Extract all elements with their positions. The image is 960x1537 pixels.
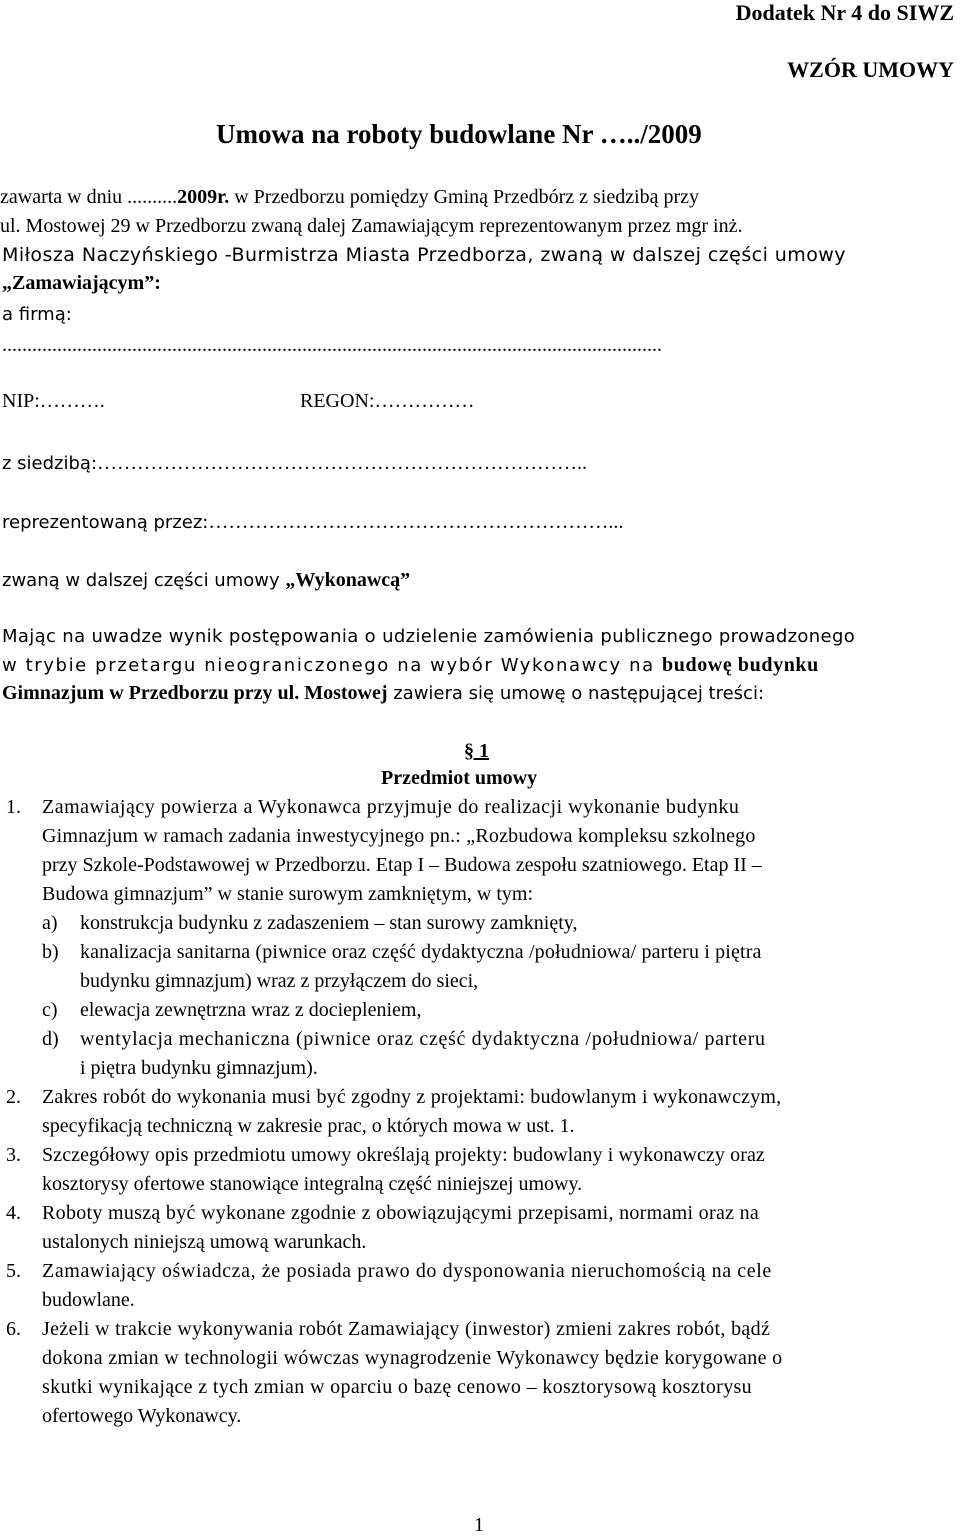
intro-line-2: ul. Mostowej 29 w Przedborzu zwaną dalej Zamawiającym reprezentowanym przez mgr inż.	[0, 215, 743, 237]
representative-label: reprezentowaną przez:	[2, 512, 209, 533]
page-number: 1	[474, 1514, 484, 1536]
intro-date: zawarta w dniu ..........	[0, 186, 178, 208]
subitem-letter: a)	[42, 912, 58, 934]
item-number: 4.	[6, 1202, 21, 1224]
contractor-called-row	[2, 569, 410, 592]
subitem-line: budynku gimnazjum) wraz z przyłączem do sieci,	[80, 970, 479, 992]
seat-label: z siedzibą:	[2, 453, 98, 474]
regon-value: ……………	[374, 390, 475, 412]
nip-value: ……….	[39, 390, 105, 412]
item-line: ustalonych niniejszą umową warunkach.	[42, 1231, 367, 1253]
item-line: kosztorysy ofertowe stanowiące integralną część niniejszej umowy.	[42, 1173, 583, 1195]
intro-parties: w Przedborzu pomiędzy Gminą Przedbórz z siedzibą przy	[229, 186, 700, 208]
subitem-line: wentylacja mechaniczna (piwnice oraz część dydaktyczna /południowa/ parteru	[80, 1028, 766, 1050]
nip-label: NIP:	[2, 390, 40, 412]
preamble-closing: zawiera się umowę o następującej treści:	[387, 683, 765, 704]
preamble-procedure: w trybie przetargu nieograniczonego na wybór Wykonawcy na	[2, 655, 663, 676]
item-line: Szczegółowy opis przedmiotu umowy określają projekty: budowlany i wykonawczy oraz	[42, 1144, 765, 1166]
regon-label: REGON:	[300, 390, 375, 412]
intro-firm-dots: ....................................................................................................................................	[2, 334, 662, 356]
subitem-letter: d)	[42, 1028, 59, 1050]
item-number: 6.	[6, 1318, 21, 1340]
item-number: 2.	[6, 1086, 21, 1108]
item-line: przy Szkole-Podstawowej w Przedborzu. Etap I – Budowa zespołu szatniowego. Etap II –	[42, 854, 762, 876]
item-line: ofertowego Wykonawcy.	[42, 1405, 242, 1427]
nip-row	[2, 390, 105, 413]
section-symbol: § 1	[464, 740, 489, 762]
regon-row	[300, 390, 474, 413]
seat-row	[2, 452, 587, 475]
subitem-line: elewacja zewnętrzna wraz z dociepleniem,	[80, 999, 422, 1021]
contractor-called-text: zwaną w dalszej części umowy	[2, 570, 286, 591]
preamble-street: Mostowej	[299, 682, 388, 704]
subitem-letter: c)	[42, 999, 58, 1021]
subitem-line: kanalizacja sanitarna (piwnice oraz część dydaktyczna /południowa/ parteru i piętra	[80, 941, 762, 963]
preamble-line-3	[2, 682, 764, 705]
item-line: Roboty muszą być wykonane zgodnie z obowiązującymi przepisami, normami oraz na	[42, 1202, 760, 1224]
subitem-line: i piętra budynku gimnazjum).	[80, 1057, 318, 1079]
subitem-line: konstrukcja budynku z zadaszeniem – stan surowy zamknięty,	[80, 912, 578, 934]
intro-line-1	[0, 186, 956, 209]
item-line: budowlane.	[42, 1289, 135, 1311]
intro-ordering-party: „Zamawiającym”:	[2, 272, 161, 294]
item-line: Budowa gimnazjum” w stanie surowym zamkniętym, w tym:	[42, 883, 534, 905]
seat-value: ………………………………………………………………..	[97, 452, 588, 474]
item-line: Zamawiający oświadcza, że posiada prawo do dysponowania nieruchomością na cele	[42, 1260, 772, 1282]
representative-row	[2, 511, 623, 534]
subitem-letter: b)	[42, 941, 59, 963]
item-number: 3.	[6, 1144, 21, 1166]
item-line: specyfikacją techniczną w zakresie prac, o których mowa w ust. 1.	[42, 1115, 575, 1137]
item-line: skutki wynikające z tych zmian w oparciu o bazę cenowo – kosztorysową kosztorysu	[42, 1376, 753, 1398]
intro-line-3: Miłosza Naczyńskiego -Burmistrza Miasta Przedborza, zwaną w dalszej części umowy	[2, 244, 846, 266]
item-line: dokona zmian w technologii wówczas wynagrodzenie Wykonawcy będzie korygowane o	[42, 1347, 783, 1369]
section-heading: Przedmiot umowy	[381, 767, 538, 789]
item-line: Zamawiający powierza a Wykonawca przyjmuje do realizacji wykonanie budynku	[42, 796, 740, 818]
section-number	[464, 740, 489, 763]
preamble-line-2	[2, 654, 819, 677]
item-line: Gimnazjum w ramach zadania inwestycyjnego pn.: „Rozbudowa kompleksu szkolnego	[42, 825, 756, 847]
preamble-line-1: Mając na uwadze wynik postępowania o udzielenie zamówienia publicznego prowadzonego	[2, 626, 856, 647]
intro-firm-label: a firmą:	[2, 304, 72, 325]
preamble-building: budowę budynku	[662, 654, 819, 676]
template-label: WZÓR UMOWY	[787, 57, 954, 82]
item-number: 5.	[6, 1260, 21, 1282]
item-line: Jeżeli w trakcie wykonywania robót Zamawiający (inwestor) zmieni zakres robót, bądź	[42, 1318, 771, 1340]
intro-year: 2009r.	[177, 186, 230, 208]
preamble-location: Gimnazjum w Przedborzu przy ul.	[2, 682, 300, 704]
item-number: 1.	[6, 796, 21, 818]
contractor-name: „Wykonawcą”	[285, 569, 411, 591]
document-title: Umowa na roboty budowlane Nr …../2009	[216, 119, 702, 149]
item-line: Zakres robót do wykonania musi być zgodny z projektami: budowlanym i wykonawczym,	[42, 1086, 782, 1108]
annex-label: Dodatek Nr 4 do SIWZ	[735, 0, 954, 25]
representative-value: ……………………………………………………...	[208, 511, 624, 533]
